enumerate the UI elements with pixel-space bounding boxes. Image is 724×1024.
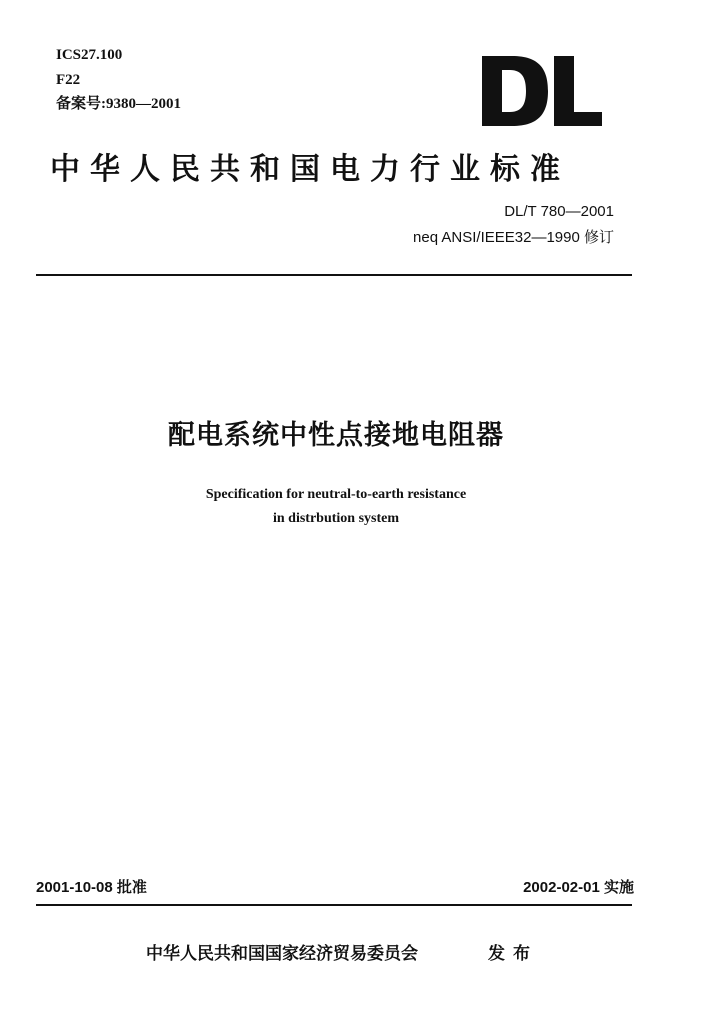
document-title-english-line-2: in distrbution system <box>272 511 400 526</box>
ics-code: ICS27.100 <box>56 47 123 63</box>
standard-code: DL/T 780—2001 <box>504 203 614 220</box>
standard-title: 中华人民共和国电力行业标准 <box>50 152 570 187</box>
bottom-divider <box>36 904 632 906</box>
adoption-note: neq ANSI/IEEE32—1990 修订 <box>413 229 614 246</box>
implementation-date: 2002-02-01 实施 <box>523 879 634 896</box>
publish-label: 发布 <box>488 944 538 964</box>
classification-code: F22 <box>56 72 81 88</box>
document-title-english-line-1: Specification for neutral-to-earth resistance <box>205 487 467 502</box>
approval-date: 2001-10-08 批准 <box>36 879 147 896</box>
dl-logo-letter-l <box>554 56 602 126</box>
dl-logo-letter-d <box>482 56 548 126</box>
dl-logo <box>482 56 602 126</box>
document-title-chinese: 配电系统中性点接地电阻器 <box>168 420 504 451</box>
record-number: 备案号:9380—2001 <box>56 96 181 112</box>
top-divider <box>36 274 632 276</box>
issuing-authority: 中华人民共和国国家经济贸易委员会 <box>146 944 418 964</box>
